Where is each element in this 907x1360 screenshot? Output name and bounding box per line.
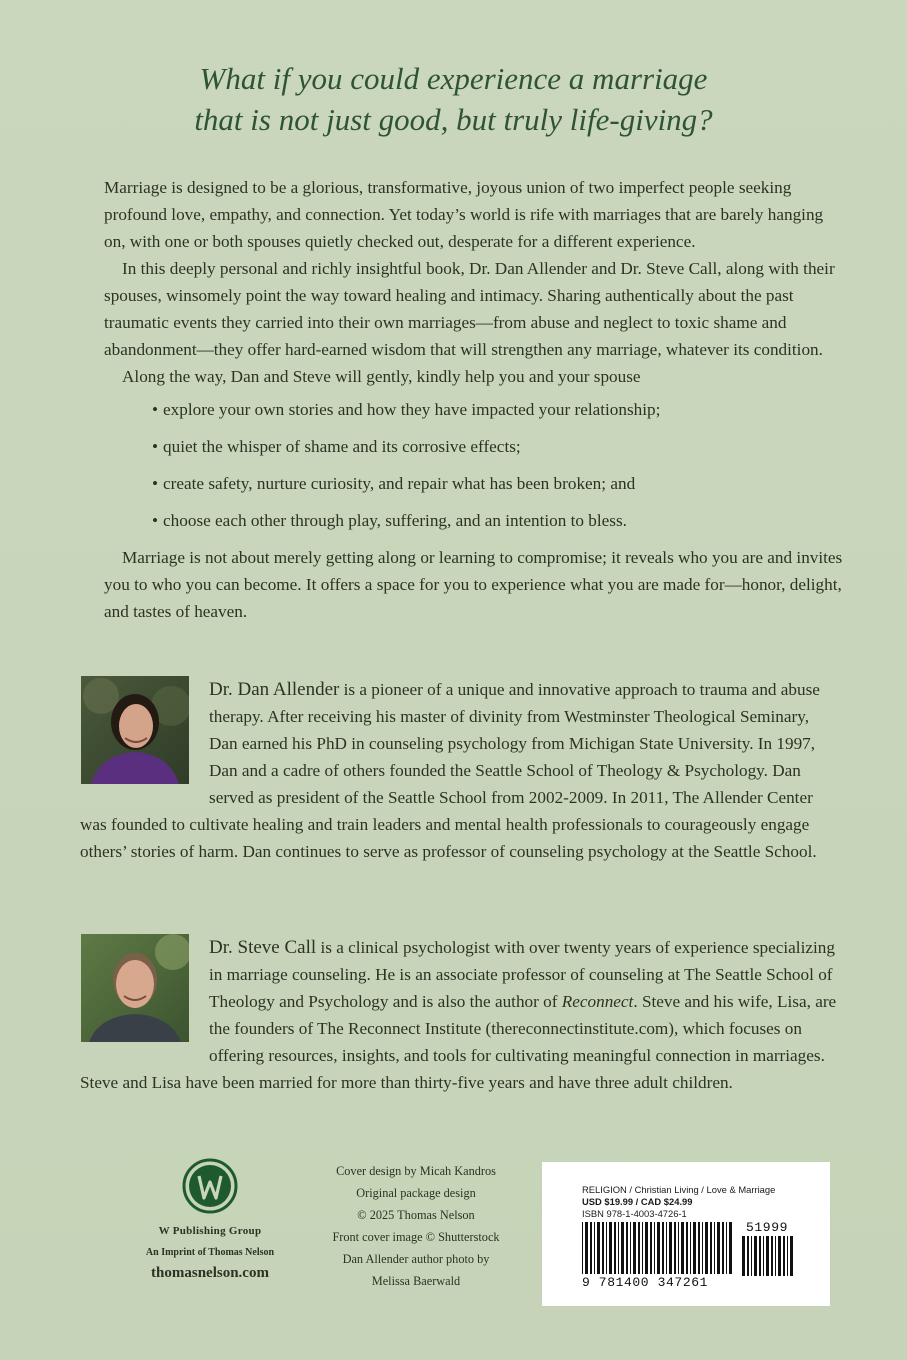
barcode-bar <box>722 1222 724 1274</box>
dan-allender-bio-text: is a pioneer of a unique and innovative approach to trauma and abuse therapy. After receiving his master of divinity from Westminster Theological Seminary, Dan earned his PhD in counseling psychology from Michigan State University. In 1997, Dan and a cadre of others founded the Seattle School of Theology & Psychology. Dan served as president of the Seattle School from 2002-2009. In 2011, The Allender Center was founded to cultivate healing and train leaders and mental health professionals to courageously engage others’ stories of harm. Dan continues to serve as professor of counseling psychology at the Seattle School. <box>80 680 820 861</box>
dan-allender-photo <box>81 676 189 784</box>
bullet-icon: • <box>152 474 159 493</box>
bullet-icon: • <box>152 437 159 456</box>
credit-line: Cover design by Micah Kandros <box>336 1164 496 1178</box>
barcode-bar <box>783 1236 785 1276</box>
book-title-reconnect: Reconnect <box>561 992 634 1011</box>
barcode-bar <box>771 1236 773 1276</box>
barcode-bar <box>626 1222 628 1274</box>
barcode-bar <box>702 1222 703 1274</box>
barcode-bar <box>775 1236 776 1276</box>
barcode-bar <box>582 1222 583 1274</box>
barcode-bar <box>590 1222 592 1274</box>
author-bio-steve-call: Dr. Steve Call is a clinical psychologist with over twenty years of experience specializing in marriage counseling. He is an associate professor of counseling at The Seattle School of Theology and Psychology and is also the author of Reconnect. Steve and his wife, Lisa, are the founders of The Reconnect Institute (thereconnectinstitute.com), which focuses on offering resources, insights, and tools for cultivating meaningful connection in marriages. Steve and Lisa have been married for more than thirty-five years and have three adult children. <box>80 934 840 1096</box>
barcode-bar <box>630 1222 631 1274</box>
barcode-bar <box>710 1222 712 1274</box>
barcode-bar <box>766 1236 769 1276</box>
barcode-bar <box>633 1222 636 1274</box>
barcode-bar <box>754 1236 757 1276</box>
barcode-bar <box>751 1236 752 1276</box>
barcode-bar <box>742 1236 745 1276</box>
barcode-bar <box>614 1222 616 1274</box>
barcode-bar <box>597 1222 600 1274</box>
credit-line: Dan Allender author photo by <box>342 1252 490 1266</box>
barcode-bar <box>662 1222 664 1274</box>
w-publishing-logo-icon <box>182 1158 238 1214</box>
price-code: 51999 <box>746 1220 789 1235</box>
barcode-bar <box>602 1222 604 1274</box>
list-item: • choose each other through play, suffering, and an intention to bless. <box>152 511 627 530</box>
credit-line: Front cover image © Shutterstock <box>332 1230 500 1244</box>
barcode-bar <box>638 1222 640 1274</box>
credit-line: © 2025 Thomas Nelson <box>357 1208 475 1222</box>
barcode-bar <box>759 1236 761 1276</box>
barcode-bar <box>669 1222 672 1274</box>
publisher-logo <box>130 1158 290 1282</box>
barcode-bar <box>787 1236 788 1276</box>
headline-line-2: that is not just good, but truly life-giving? <box>194 102 713 137</box>
barcode-bar <box>674 1222 676 1274</box>
author-bio-dan-allender <box>80 676 840 865</box>
credit-line: Original package design <box>356 1186 476 1200</box>
barcode-bar <box>763 1236 764 1276</box>
price-label: USD $19.99 / CAD $24.99 <box>582 1196 693 1207</box>
barcode-bar <box>690 1222 691 1274</box>
barcode-bar <box>645 1222 648 1274</box>
barcode-bar <box>681 1222 684 1274</box>
benefit-list <box>152 396 844 534</box>
barcode-bar <box>717 1222 720 1274</box>
publisher-imprint: An Imprint of Thomas Nelson <box>145 1247 275 1258</box>
barcode-bar <box>606 1222 607 1274</box>
headline-line-1: What if you could experience a marriage <box>199 61 708 96</box>
description-paragraph-3: Along the way, Dan and Steve will gently, kindly help you and your spouse <box>122 367 641 386</box>
barcode-bar <box>714 1222 715 1274</box>
dan-allender-name: Dr. Dan Allender <box>209 679 340 700</box>
barcode-bar <box>726 1222 727 1274</box>
list-item: • create safety, nurture curiosity, and repair what has been broken; and <box>152 474 636 493</box>
price-barcode <box>742 1236 794 1276</box>
design-credits <box>318 1160 514 1292</box>
steve-call-photo <box>81 934 189 1042</box>
credit-line: Melissa Baerwald <box>371 1274 461 1288</box>
barcode-bar <box>747 1236 749 1276</box>
barcode-bar <box>618 1222 619 1274</box>
barcode-bar <box>729 1222 732 1274</box>
bullet-icon: • <box>152 511 159 530</box>
list-item: • explore your own stories and how they have impacted your relationship; <box>152 400 661 419</box>
barcode-panel <box>542 1162 830 1306</box>
headline <box>60 58 847 140</box>
list-item: • quiet the whisper of shame and its corrosive effects; <box>152 437 521 456</box>
description-paragraph-1: Marriage is designed to be a glorious, transformative, joyous union of two imperfect people seeking profound love, empathy, and connection. Yet today’s world is rife with marriages that are barely hanging on, with one or both spouses quietly checked out, desperate for a different experience. <box>104 178 824 251</box>
barcode-bar <box>657 1222 660 1274</box>
description-paragraph-4: Marriage is not about merely getting along or learning to compromise; it reveals who you are and invites you to who you can become. It offers a space for you to experience what you are made for—honor, delight, and tastes of heaven. <box>104 548 843 621</box>
barcode-bar <box>678 1222 679 1274</box>
publisher-url[interactable]: thomasnelson.com <box>151 1265 269 1281</box>
barcode-bar <box>594 1222 595 1274</box>
isbn-label: ISBN 978-1-4003-4726-1 <box>582 1208 687 1219</box>
barcode-bar <box>705 1222 708 1274</box>
isbn-barcode <box>582 1222 732 1274</box>
steve-call-name: Dr. Steve Call <box>209 937 317 958</box>
barcode-bar <box>778 1236 781 1276</box>
bullet-icon: • <box>152 400 159 419</box>
bisac-category: RELIGION / Christian Living / Love & Marriage <box>582 1184 776 1195</box>
barcode-bar <box>790 1236 793 1276</box>
description-paragraph-2: In this deeply personal and richly insightful book, Dr. Dan Allender and Dr. Steve Call, along with their spouses, winsomely point the way toward healing and intimacy. Sharing authentically about the past traumatic events they carried into their own marriages—from abuse and neglect to toxic shame and abandonment—they offer hard-earned wisdom that will strengthen any marriage, whatever its condition. <box>104 259 835 359</box>
publisher-name: W Publishing Group <box>158 1225 262 1237</box>
barcode-bar <box>621 1222 624 1274</box>
barcode-bar <box>686 1222 688 1274</box>
book-description <box>104 174 844 625</box>
barcode-bar <box>650 1222 652 1274</box>
barcode-bar <box>642 1222 643 1274</box>
barcode-bar <box>654 1222 655 1274</box>
barcode-digits: 9 781400 347261 <box>582 1275 709 1290</box>
barcode-bar <box>698 1222 700 1274</box>
barcode-bar <box>693 1222 696 1274</box>
barcode-bar <box>666 1222 667 1274</box>
barcode-bar <box>585 1222 588 1274</box>
barcode-bar <box>609 1222 612 1274</box>
